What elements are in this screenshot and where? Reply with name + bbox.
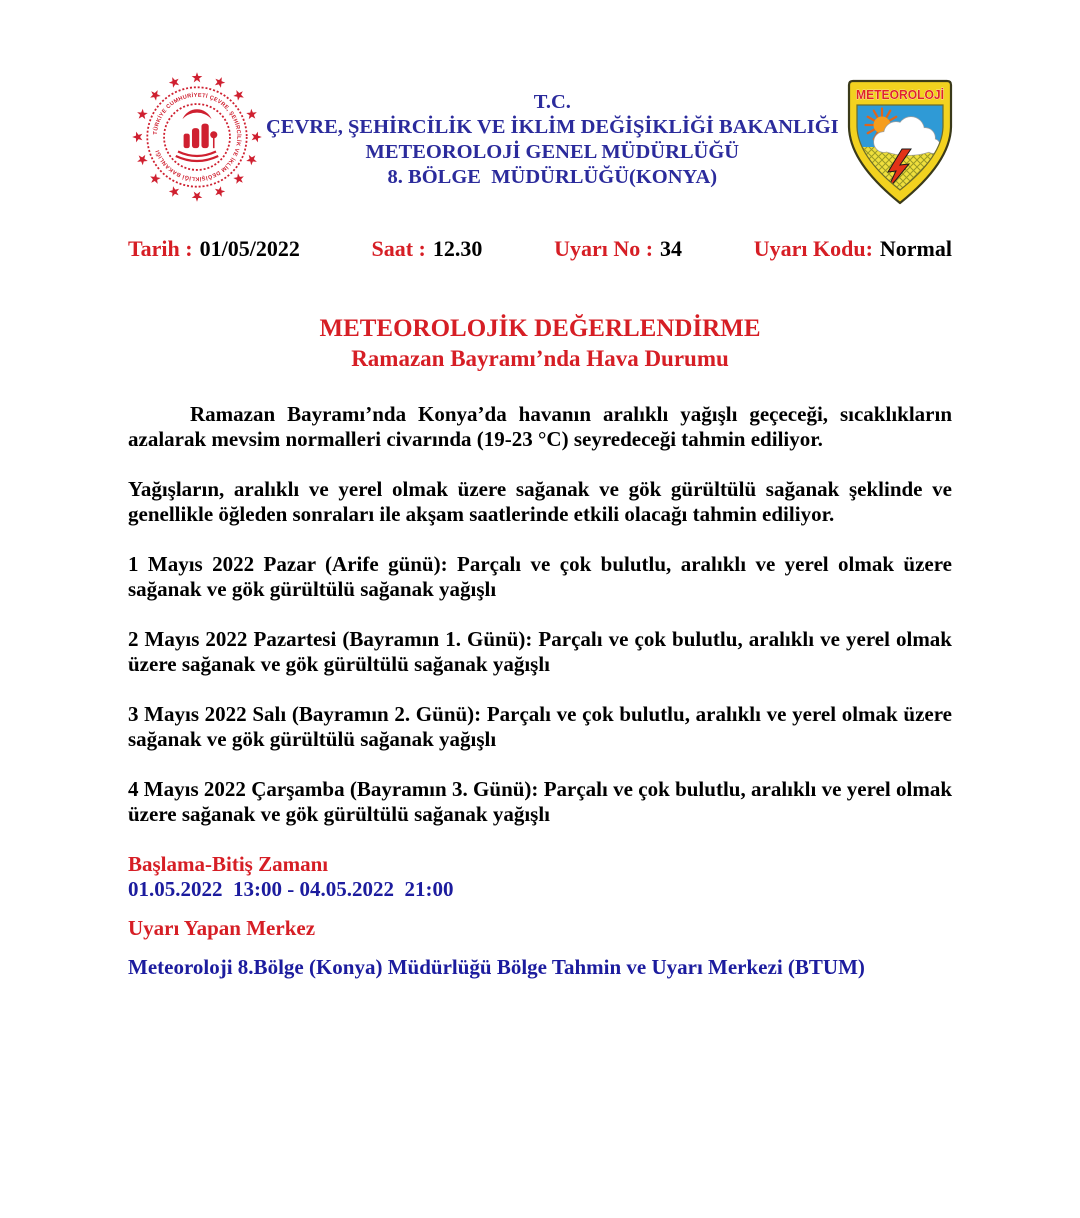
- date-value: 01/05/2022: [199, 236, 300, 261]
- crescent-icon: [182, 109, 211, 119]
- seal-emblem: [176, 109, 218, 161]
- paragraph-day-2: 2 Mayıs 2022 Pazartesi (Bayramın 1. Günü): Parçalı ve çok bulutlu, aralıklı ve yerel olmak üzere sağanak ve gök gürültülü sağanak yağışlı: [128, 626, 952, 676]
- masthead-text: [266, 90, 839, 190]
- time-value: 12.30: [432, 236, 483, 261]
- title-main: METEOROLOJİK DEĞERLENDİRME: [319, 315, 761, 342]
- meteorology-shield-icon: [839, 76, 961, 206]
- warning-code-field: [754, 236, 952, 262]
- date-label: Tarih :: [128, 236, 193, 261]
- warning-number-label: Uyarı No :: [554, 236, 654, 261]
- bulletin-body: [128, 402, 952, 827]
- start-end-value: 01.05.2022 13:00 - 04.05.2022 21:00: [128, 876, 454, 901]
- paragraph-day-4: 4 Mayıs 2022 Çarşamba (Bayramın 3. Günü): Parçalı ve çok bulutlu, aralıklı ve yerel olmak üzere sağanak ve gök gürültülü sağanak yağışlı: [128, 776, 952, 826]
- paragraph-day-3: 3 Mayıs 2022 Salı (Bayramın 2. Günü): Parçalı ve çok bulutlu, aralıklı ve yerel olmak üzere sağanak ve gök gürültülü sağanak yağışlı: [128, 701, 952, 751]
- warning-number-value: 34: [660, 236, 683, 261]
- paragraph-rain-detail: Yağışların, aralıklı ve yerel olmak üzere sağanak ve gök gürültülü sağanak şeklinde ve genellikle öğleden sonraları ile akşam saatlerinde etkili olacağı tahmin ediliyor.: [128, 476, 952, 526]
- info-bar: [128, 236, 952, 262]
- shield-scene: [857, 105, 943, 192]
- time-field: [372, 236, 483, 262]
- title-subtitle: Ramazan Bayramı’nda Hava Durumu: [351, 346, 729, 371]
- issuing-center-label: Uyarı Yapan Merkez: [128, 915, 316, 940]
- republic-abbrev: T.C.: [533, 91, 571, 113]
- warning-code-value: Normal: [879, 236, 952, 261]
- paragraph-summary: Ramazan Bayramı’nda Konya’da havanın aralıklı yağışlı geçeceği, sıcaklıkların azalarak mevsim normalleri civarında (19-23 °C) seyredeceği tahmin ediliyor.: [128, 401, 952, 451]
- regional-directorate-name: 8. BÖLGE MÜDÜRLÜĞÜ(KONYA): [387, 166, 718, 188]
- document-title: [128, 314, 952, 374]
- shield-wordmark: METEOROLOJİ: [855, 87, 944, 102]
- start-end-label: Başlama-Bitiş Zamanı: [128, 851, 329, 876]
- masthead: [128, 70, 952, 208]
- paragraph-day-1: 1 Mayıs 2022 Pazar (Arife günü): Parçalı ve çok bulutlu, aralıklı ve yerel olmak üzere sağanak ve gök gürültülü sağanak yağışlı: [128, 551, 952, 601]
- general-directorate-name: METEOROLOJİ GENEL MÜDÜRLÜĞÜ: [365, 141, 740, 163]
- open-book-icon: [178, 152, 216, 156]
- seal-ring-text: TÜRKİYE CUMHURİYETİ ÇEVRE, ŞEHİRCİLİK VE İKLİM DEĞİŞİKLİĞİ BAKANLIĞI: [152, 92, 242, 182]
- date-field: [128, 236, 300, 262]
- ministry-seal-icon: [128, 70, 266, 204]
- bulletin-footer: [128, 852, 952, 980]
- ministry-name: ÇEVRE, ŞEHİRCİLİK VE İKLİM DEĞİŞİKLİĞİ BAKANLIĞI: [266, 116, 839, 138]
- issuing-center-value: Meteoroloji 8.Bölge (Konya) Müdürlüğü Bölge Tahmin ve Uyarı Merkezi (BTUM): [128, 954, 865, 979]
- time-label: Saat :: [371, 236, 426, 261]
- warning-code-label: Uyarı Kodu:: [753, 236, 873, 261]
- warning-number-field: [554, 236, 682, 262]
